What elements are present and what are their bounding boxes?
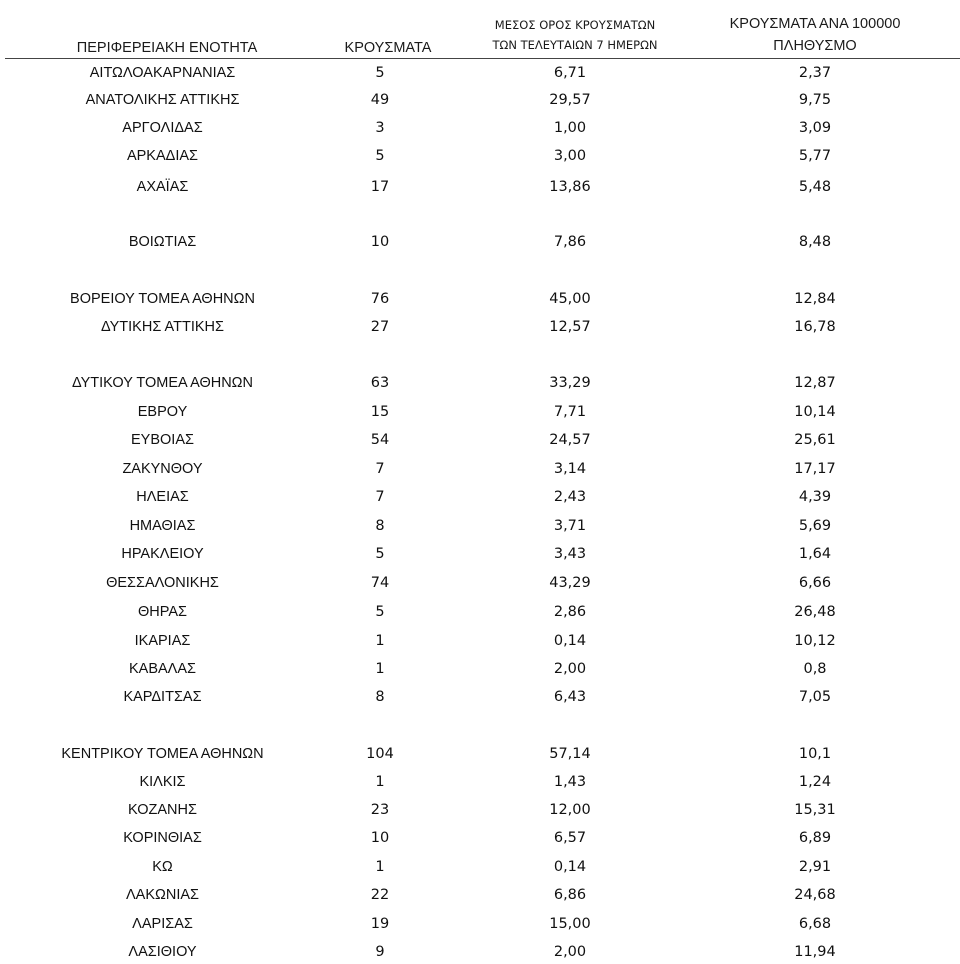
cell-avg7: 2,00 [553,661,587,677]
cell-cases: 7 [375,461,385,477]
cell-per100k: 0,8 [803,661,827,677]
cell-avg7: 57,14 [549,746,591,762]
cell-cases: 54 [370,432,390,448]
cell-per100k: 24,68 [794,887,836,903]
header-per100k-line2: ΠΛΗΘΥΣΜΟ [773,38,857,54]
cell-avg7: 6,86 [553,887,587,903]
header-cases: ΚΡΟΥΣΜΑΤΑ [344,40,432,56]
cell-region: ΑΙΤΩΛΟΑΚΑΡΝΑΝΙΑΣ [89,65,236,81]
cell-avg7: 6,57 [553,830,587,846]
cell-avg7: 3,14 [553,461,587,477]
cell-region: ΑΡΚΑΔΙΑΣ [126,148,199,164]
cell-region: ΑΡΓΟΛΙΔΑΣ [122,120,203,136]
cell-cases: 8 [375,689,385,705]
header-region: ΠΕΡΙΦΕΡΕΙΑΚΗ ΕΝΟΤΗΤΑ [76,40,258,56]
cell-avg7: 3,00 [553,148,587,164]
cell-cases: 76 [370,291,390,307]
cell-avg7: 3,43 [553,546,587,562]
cell-cases: 17 [370,179,390,195]
cell-avg7: 45,00 [549,291,591,307]
cell-per100k: 4,39 [798,489,832,505]
table-row [0,514,960,538]
cell-region: ΒΟΙΩΤΙΑΣ [128,234,197,250]
cell-cases: 23 [370,802,390,818]
table-row [0,88,960,112]
cell-per100k: 2,37 [798,65,832,81]
cell-avg7: 1,43 [553,774,587,790]
table-row [0,912,960,936]
table-row [0,855,960,879]
cell-region: ΕΥΒΟΙΑΣ [131,432,194,448]
cell-per100k: 10,14 [794,404,836,420]
cell-region: ΗΛΕΙΑΣ [136,489,189,505]
cell-region: ΙΚΑΡΙΑΣ [134,633,191,649]
cell-per100k: 2,91 [798,859,832,875]
cell-region: ΚΑΒΑΛΑΣ [128,661,196,677]
cell-per100k: 7,05 [798,689,832,705]
table-row [0,175,960,199]
cell-cases: 74 [370,575,390,591]
table-row [0,315,960,339]
cell-region: ΕΒΡΟΥ [137,404,188,420]
cell-avg7: 0,14 [553,859,587,875]
table-row [0,685,960,709]
table-row [0,798,960,822]
cell-per100k: 3,09 [798,120,832,136]
cell-avg7: 15,00 [549,916,591,932]
cell-per100k: 26,48 [794,604,836,620]
cell-region: ΛΑΣΙΘΙΟΥ [128,944,197,960]
cell-per100k: 9,75 [798,92,832,108]
cell-cases: 10 [370,830,390,846]
cell-cases: 5 [375,65,385,81]
cell-region: ΗΜΑΘΙΑΣ [129,518,196,534]
cell-cases: 5 [375,604,385,620]
cell-per100k: 12,84 [794,291,836,307]
cell-region: ΗΡΑΚΛΕΙΟΥ [121,546,204,562]
cell-cases: 1 [375,633,385,649]
cell-region: ΚΕΝΤΡΙΚΟΥ ΤΟΜΕΑ ΑΘΗΝΩΝ [61,746,264,762]
cell-avg7: 3,71 [553,518,587,534]
cell-cases: 1 [375,859,385,875]
table-row [0,371,960,395]
cell-region: ΚΩ [152,859,173,875]
cell-region: ΑΧΑΪΑΣ [136,179,189,195]
table-row [0,770,960,794]
table-row [0,457,960,481]
cell-cases: 3 [375,120,385,136]
table-row [0,542,960,566]
table-row [0,940,960,964]
table-row [0,287,960,311]
cell-cases: 104 [366,746,394,762]
cell-avg7: 0,14 [553,633,587,649]
cell-per100k: 10,12 [794,633,836,649]
cell-avg7: 12,57 [549,319,591,335]
cell-region: ΚΑΡΔΙΤΣΑΣ [123,689,202,705]
cell-region: ΚΟΖΑΝΗΣ [128,802,197,818]
table-row [0,600,960,624]
cell-per100k: 6,89 [798,830,832,846]
cell-per100k: 15,31 [794,802,836,818]
cell-region: ΘΕΣΣΑΛΟΝΙΚΗΣ [106,575,219,591]
cell-avg7: 2,00 [553,944,587,960]
cell-region: ΛΑΡΙΣΑΣ [132,916,193,932]
cell-per100k: 5,48 [798,179,832,195]
header-per100k-line1: ΚΡΟΥΣΜΑΤΑ ΑΝΑ 100000 [729,16,901,32]
header-per100k [695,13,935,57]
cell-cases: 15 [370,404,390,420]
cell-region: ΖΑΚΥΝΘΟΥ [122,461,203,477]
cell-per100k: 8,48 [798,234,832,250]
cell-avg7: 2,86 [553,604,587,620]
cell-region: ΒΟΡΕΙΟΥ ΤΟΜΕΑ ΑΘΗΝΩΝ [70,291,255,307]
table-row [0,485,960,509]
cell-avg7: 12,00 [549,802,591,818]
header-avg7-line1: ΜΕΣΟΣ ΟΡΟΣ ΚΡΟΥΣΜΑΤΩΝ [494,18,656,32]
cell-region: ΛΑΚΩΝΙΑΣ [125,887,199,903]
cell-cases: 5 [375,546,385,562]
table-row [0,629,960,653]
cell-avg7: 2,43 [553,489,587,505]
cell-region: ΘΗΡΑΣ [138,604,187,620]
cell-cases: 49 [370,92,390,108]
header-avg7 [460,15,690,55]
table-row [0,742,960,766]
cell-avg7: 24,57 [549,432,591,448]
cell-per100k: 1,24 [798,774,832,790]
table-row [0,230,960,254]
table-row [0,61,960,85]
cell-per100k: 11,94 [794,944,836,960]
cell-region: ΑΝΑΤΟΛΙΚΗΣ ΑΤΤΙΚΗΣ [85,92,240,108]
cell-per100k: 5,69 [798,518,832,534]
cell-cases: 5 [375,148,385,164]
table-row [0,400,960,424]
cell-region: ΚΟΡΙΝΘΙΑΣ [123,830,202,846]
cell-cases: 9 [375,944,385,960]
cell-avg7: 29,57 [549,92,591,108]
cell-per100k: 17,17 [794,461,836,477]
cell-cases: 1 [375,661,385,677]
cell-avg7: 6,43 [553,689,587,705]
cell-cases: 19 [370,916,390,932]
cell-avg7: 7,71 [553,404,587,420]
cell-cases: 27 [370,319,390,335]
cell-per100k: 5,77 [798,148,832,164]
cell-avg7: 7,86 [553,234,587,250]
table-row [0,883,960,907]
cell-region: ΔΥΤΙΚΗΣ ΑΤΤΙΚΗΣ [101,319,224,335]
cell-per100k: 12,87 [794,375,836,391]
cell-per100k: 6,66 [798,575,832,591]
cell-avg7: 33,29 [549,375,591,391]
cell-per100k: 6,68 [798,916,832,932]
table-row [0,428,960,452]
table-row [0,144,960,168]
cell-avg7: 1,00 [553,120,587,136]
cell-cases: 1 [375,774,385,790]
header-avg7-line2: ΤΩΝ ΤΕΛΕΥΤΑΙΩΝ 7 ΗΜΕΡΩΝ [492,38,658,52]
table-row [0,657,960,681]
cell-per100k: 16,78 [794,319,836,335]
cell-avg7: 43,29 [549,575,591,591]
cell-per100k: 1,64 [798,546,832,562]
table-row [0,826,960,850]
cell-cases: 7 [375,489,385,505]
cell-cases: 8 [375,518,385,534]
cell-region: ΚΙΛΚΙΣ [139,774,186,790]
cell-per100k: 10,1 [798,746,832,762]
table-row [0,116,960,140]
cell-cases: 22 [370,887,390,903]
table-row [0,571,960,595]
cell-region: ΔΥΤΙΚΟΥ ΤΟΜΕΑ ΑΘΗΝΩΝ [71,375,253,391]
cell-per100k: 25,61 [794,432,836,448]
cell-cases: 63 [370,375,390,391]
cell-cases: 10 [370,234,390,250]
header-divider [5,58,960,59]
cell-avg7: 6,71 [553,65,587,81]
cell-avg7: 13,86 [549,179,591,195]
